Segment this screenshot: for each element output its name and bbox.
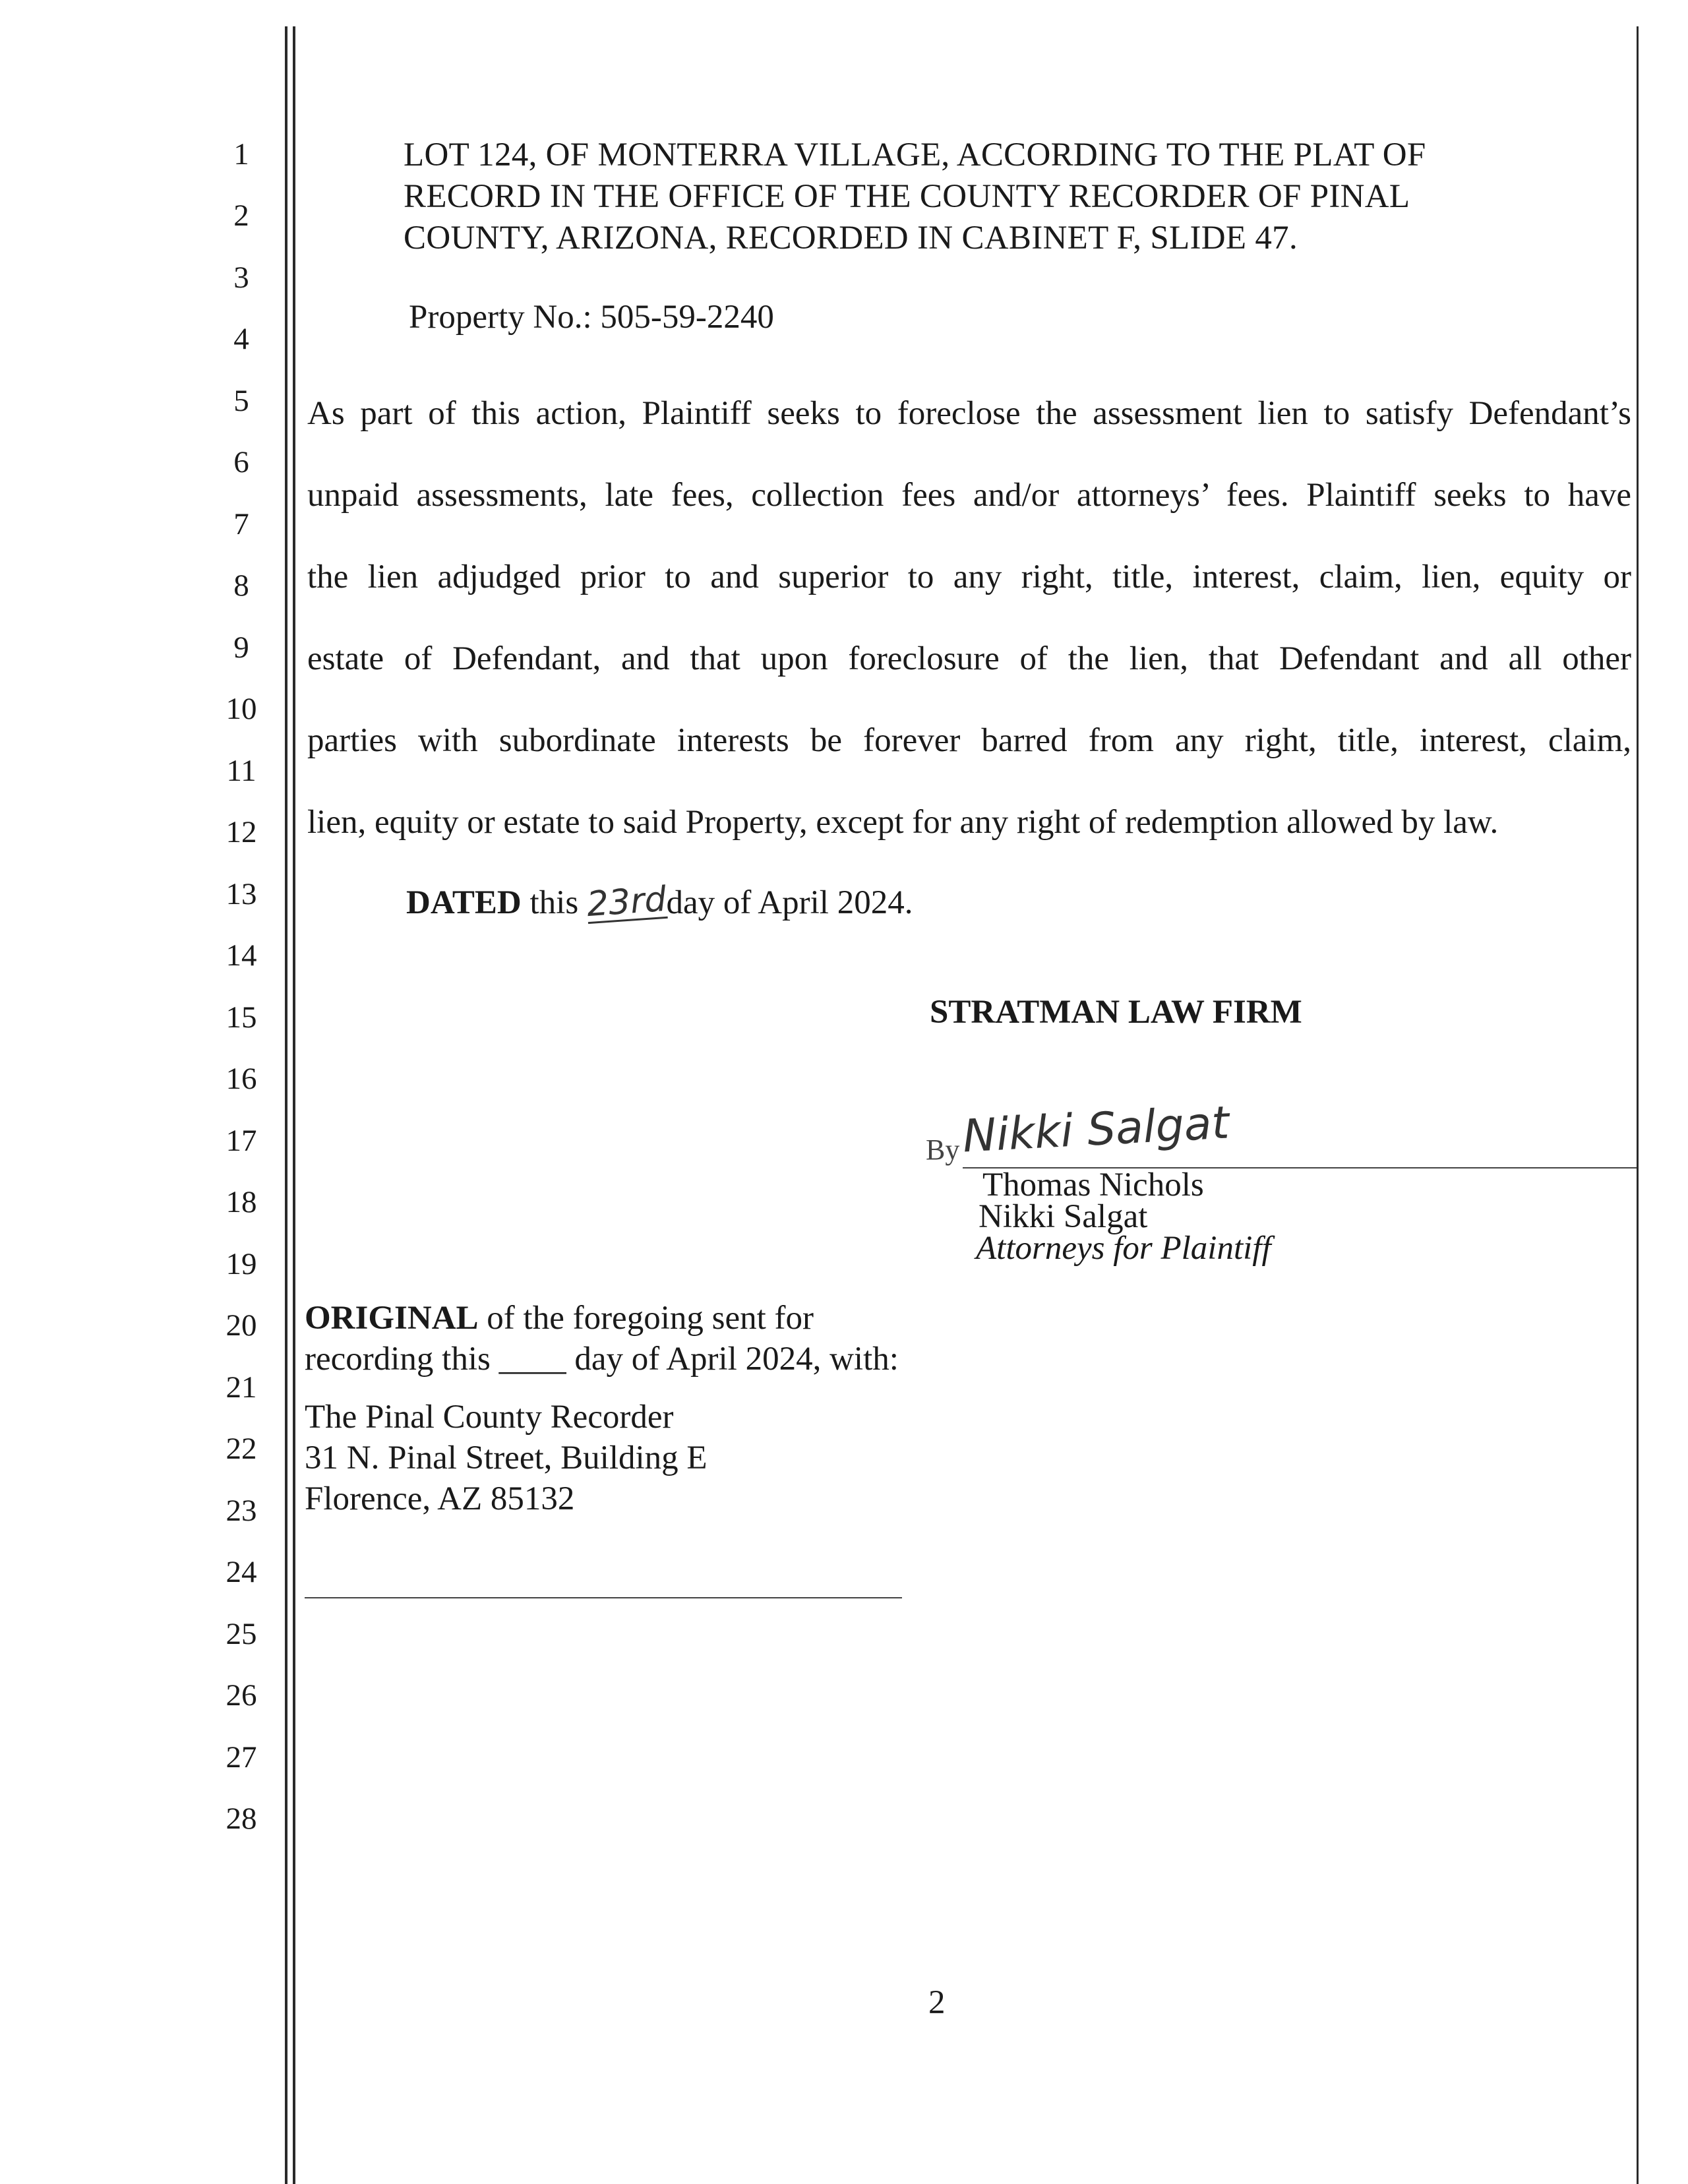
page-number: 2	[928, 1984, 946, 2021]
line-number: 21	[226, 1370, 257, 1405]
line-number: 6	[233, 445, 249, 479]
line-number: 3	[233, 260, 249, 295]
original-line-1	[305, 1302, 814, 1335]
body-line: estate of Defendant, and that upon foreclosure of the lien, that Defendant and all other	[307, 640, 1631, 677]
dated-prefix: this	[521, 884, 587, 921]
original-text: of the foregoing sent for	[478, 1300, 814, 1337]
line-number: 25	[226, 1617, 257, 1651]
right-margin-rule	[1637, 26, 1639, 2184]
by-label: By	[926, 1134, 960, 1166]
line-number: 22	[226, 1432, 257, 1466]
line-number: 9	[233, 630, 249, 665]
dated-line	[406, 879, 913, 925]
handwritten-signature: Nikki Salgat	[961, 1097, 1231, 1163]
line-number: 14	[226, 938, 257, 973]
line-number: 28	[226, 1802, 257, 1836]
line-number: 23	[226, 1494, 257, 1528]
line-number: 26	[226, 1678, 257, 1713]
property-number: Property No.: 505-59-2240	[409, 299, 774, 336]
attorney-name: Thomas Nichols	[982, 1167, 1204, 1203]
line-number: 12	[226, 815, 257, 849]
original-label: ORIGINAL	[305, 1300, 479, 1337]
recorder-street: 31 N. Pinal Street, Building E	[305, 1440, 708, 1476]
line-number: 10	[226, 692, 257, 726]
line-number: 16	[226, 1062, 257, 1096]
dated-suffix: day of April 2024.	[666, 884, 913, 921]
recorder-name: The Pinal County Recorder	[305, 1399, 674, 1436]
dated-day-handwritten: 23rd	[585, 879, 668, 925]
body-line: unpaid assessments, late fees, collection fees and/or attorneys’ fees. Plaintiff seeks to have	[307, 477, 1631, 514]
body-line: the lien adjudged prior to and superior to any right, title, interest, claim, lien, equity or	[307, 559, 1631, 595]
recorder-city: Florence, AZ 85132	[305, 1480, 575, 1517]
line-number: 20	[226, 1308, 257, 1343]
recorder-signature-line	[305, 1597, 902, 1598]
line-number: 11	[226, 754, 256, 788]
line-number: 2	[233, 198, 249, 233]
line-number: 19	[226, 1247, 257, 1281]
body-line: As part of this action, Plaintiff seeks to foreclose the assessment lien to satisfy Defendant’s	[307, 395, 1631, 432]
line-number: 27	[226, 1740, 257, 1774]
line-number: 7	[233, 507, 249, 541]
dated-label: DATED	[406, 884, 522, 921]
original-line-2	[305, 1343, 899, 1376]
left-margin-rule-2	[293, 26, 295, 2184]
body-line: parties with subordinate interests be forever barred from any right, title, interest, claim,	[307, 722, 1631, 759]
left-margin-rule-1	[285, 26, 287, 2184]
recording-suffix: day of April 2024, with:	[566, 1341, 899, 1378]
line-number: 17	[226, 1124, 257, 1158]
recording-prefix: recording this	[305, 1341, 499, 1378]
line-number: 4	[233, 322, 249, 356]
body-line: lien, equity or estate to said Property, except for any right of redemption allowed by law.	[307, 804, 1499, 841]
line-number: 24	[226, 1555, 257, 1589]
firm-name: STRATMAN LAW FIRM	[930, 994, 1302, 1031]
line-number: 18	[226, 1185, 257, 1219]
line-number: 1	[233, 137, 249, 171]
attorney-name: Nikki Salgat	[979, 1198, 1148, 1235]
recording-day-blank: ____	[498, 1341, 566, 1378]
line-number: 5	[233, 384, 249, 418]
line-number: 13	[226, 877, 257, 911]
attorney-role: Attorneys for Plaintiff	[976, 1230, 1271, 1267]
legal-description-line: LOT 124, OF MONTERRA VILLAGE, ACCORDING TO THE PLAT OF	[404, 136, 1426, 173]
legal-description-line: RECORD IN THE OFFICE OF THE COUNTY RECORDER OF PINAL	[404, 178, 1410, 215]
legal-description-line: COUNTY, ARIZONA, RECORDED IN CABINET F, SLIDE 47.	[404, 220, 1298, 257]
line-number: 15	[226, 1000, 257, 1035]
line-number: 8	[233, 568, 249, 603]
